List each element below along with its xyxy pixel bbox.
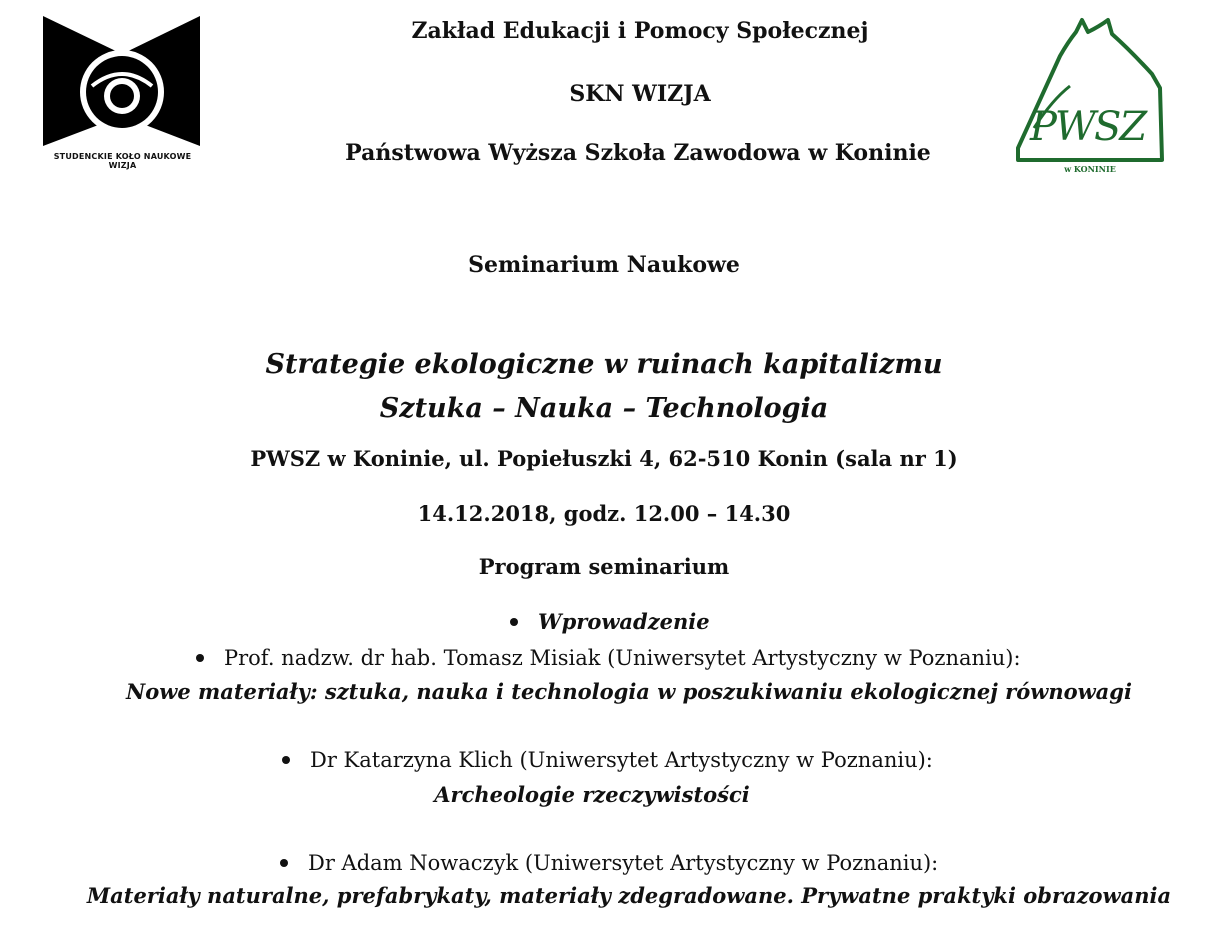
talk-title: Materiały naturalne, prefabrykaty, materiały zdegradowane. Prywatne praktyki obrazowania (86, 883, 1172, 908)
club-name: SKN WIZJA (569, 81, 711, 107)
bullet-icon (282, 756, 290, 764)
list-item (510, 609, 710, 634)
list-item (282, 748, 933, 772)
pwsz-logo-subtext: w KONINIE (1064, 164, 1116, 174)
speaker-name: Dr Adam Nowaczyk (Uniwersytet Artystyczny w Poznaniu): (308, 851, 939, 875)
pwsz-logo-text: PWSZ (1030, 104, 1146, 150)
speaker-name: Prof. nadzw. dr hab. Tomasz Misiak (Uniwersytet Artystyczny w Poznaniu): (224, 646, 1021, 670)
institution-name: Zakład Edukacji i Pomocy Społecznej (411, 18, 869, 44)
seminar-subtitle: Sztuka – Nauka – Technologia (379, 393, 829, 424)
bullet-icon (280, 859, 288, 867)
program-heading: Program seminarium (478, 554, 730, 579)
seminar-label: Seminarium Naukowe (468, 252, 740, 278)
speaker-name: Dr Katarzyna Klich (Uniwersytet Artystyczny w Poznaniu): (310, 748, 933, 772)
seminar-address: PWSZ w Koninie, ul. Popiełuszki 4, 62-510 Konin (sala nr 1) (250, 446, 958, 471)
list-item (280, 851, 938, 875)
talk-title: Archeologie rzeczywistości (434, 782, 750, 807)
university-name: Państwowa Wyższa Szkoła Zawodowa w Koninie (345, 140, 931, 166)
talk-title: Nowe materiały: sztuka, nauka i technologia w poszukiwaniu ekologicznej równowagi (126, 679, 1132, 704)
list-item (196, 646, 1021, 670)
seminar-title: Strategie ekologiczne w ruinach kapitalizmu (265, 349, 943, 380)
logo-caption: STUDENCKIE KOŁO NAUKOWE WIZJA (53, 152, 192, 170)
bullet-icon (196, 654, 204, 662)
bullet-icon (510, 618, 518, 626)
seminar-date: 14.12.2018, godz. 12.00 – 14.30 (417, 501, 791, 526)
intro-text: Wprowadzenie (538, 609, 710, 634)
